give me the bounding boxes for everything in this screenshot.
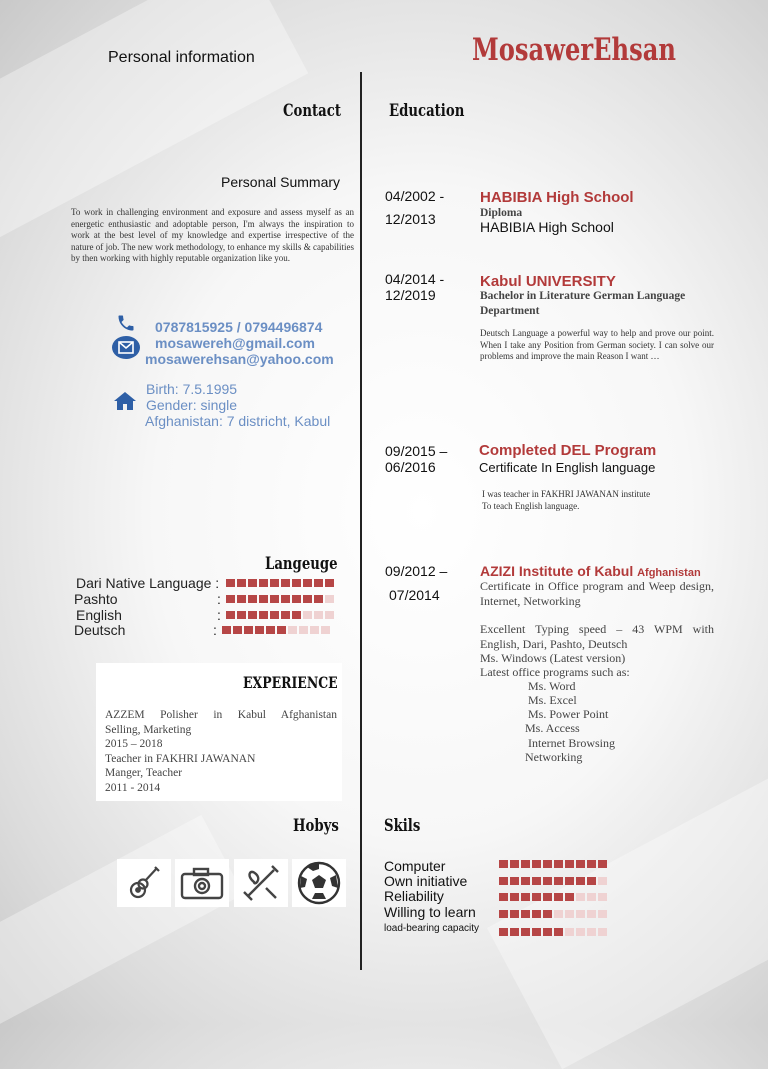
level-segment-filled [303, 595, 312, 603]
edu-title [480, 563, 701, 579]
camera-icon [175, 859, 229, 907]
level-segment-filled [314, 579, 323, 587]
level-segment-empty [565, 928, 574, 936]
background-shape [0, 815, 244, 1035]
level-segment-filled [248, 595, 257, 603]
personal-info-label: Personal information [108, 49, 255, 66]
level-segment-empty [598, 877, 607, 885]
level-segment-empty [325, 611, 334, 619]
edu-subtitle: HABIBIA High School [480, 219, 614, 235]
skill-name: Reliability [384, 888, 444, 904]
cooking-icon [234, 859, 288, 907]
level-segment-filled [248, 579, 257, 587]
address: Afghanistan: 7 districht, Kabul [145, 413, 331, 429]
level-segment-empty [576, 910, 585, 918]
level-segment-empty [314, 611, 323, 619]
experience-list [105, 708, 337, 795]
level-segment-filled [554, 893, 563, 901]
level-segment-filled [270, 579, 279, 587]
level-segment-filled [532, 910, 541, 918]
level-segment-filled [255, 626, 264, 634]
edu-subtitle: Certificate in Office program and Weep design, Internet, Networking [480, 579, 714, 608]
level-segment-filled [226, 595, 235, 603]
edu-date [385, 185, 444, 231]
level-segment-empty [310, 626, 319, 634]
level-segment-filled [543, 928, 552, 936]
edu-date [385, 559, 447, 607]
level-segment-filled [598, 860, 607, 868]
level-segment-filled [292, 611, 301, 619]
edu-date-start: 04/2014 - [385, 271, 445, 287]
level-segment-filled [226, 611, 235, 619]
skill-name: load-bearing capacity [384, 923, 480, 934]
edu-subtitle: Certificate In English language [479, 460, 656, 475]
program-item: Ms. Access [525, 721, 580, 735]
skill-name: Own initiative [384, 873, 468, 889]
level-segment-filled [499, 910, 508, 918]
level-segment-filled [281, 595, 290, 603]
program-item: Ms. Word [528, 679, 576, 693]
edu-date-start: 09/2012 – [385, 563, 448, 579]
level-segment-filled [543, 893, 552, 901]
edu-title-suffix: Afghanistan [637, 567, 701, 579]
level-segment-filled [587, 877, 596, 885]
guitar-icon [117, 859, 171, 907]
level-segment-filled [259, 579, 268, 587]
edu-title: Kabul UNIVERSITY [480, 273, 616, 290]
level-segment-filled [292, 595, 301, 603]
level-segment-filled [259, 595, 268, 603]
summary-title: Personal Summary [221, 174, 341, 190]
edu-subtitle: Diploma [480, 207, 523, 219]
level-segment-empty [598, 910, 607, 918]
center-divider [360, 72, 362, 970]
level-segment-filled [521, 910, 530, 918]
level-segment-filled [237, 595, 246, 603]
language-heading: Langeuge [265, 554, 338, 574]
level-segment-filled [510, 860, 519, 868]
summary-text: To work in challenging environment and exposure and assess myself as an energetic enthusiastic and adoptable person, I'm always the inspiration to work at the best level of my knowledge and expertise irrespective of the nature of job. The new work methodology, to enhance my skills & capabilities by then working with highly reputable organization like you. [71, 207, 354, 264]
level-segment-filled [499, 893, 508, 901]
level-segment-filled [233, 626, 242, 634]
level-segment-filled [510, 928, 519, 936]
level-segment-filled [521, 893, 530, 901]
skill-level-bar [499, 928, 607, 936]
football-icon [292, 859, 346, 907]
language-name: Dari Native Language : [76, 575, 220, 591]
edu-date [385, 271, 444, 303]
edu-office: Latest office programs such as: [480, 665, 630, 679]
experience-line: 2011 - 2014 [105, 781, 161, 794]
skill-level-bar [499, 877, 607, 885]
level-segment-filled [554, 877, 563, 885]
level-segment-empty [288, 626, 297, 634]
edu-date-end: 12/2013 [385, 211, 436, 227]
birth-date: Birth: 7.5.1995 [146, 381, 238, 397]
gender: Gender: single [146, 397, 238, 413]
experience-line: AZZEM Polisher in Kabul Afghanistan [105, 709, 337, 721]
phone-number[interactable]: 0787815925 / 0794496874 [155, 319, 323, 335]
level-segment-filled [554, 860, 563, 868]
level-segment-empty [598, 928, 607, 936]
edu-title: HABIBIA High School [480, 189, 634, 206]
language-sep: : [217, 591, 221, 607]
level-segment-filled [532, 860, 541, 868]
edu-date-end: 07/2014 [389, 587, 440, 603]
edu-date [385, 443, 447, 475]
level-segment-filled [532, 877, 541, 885]
edu-windows: Ms. Windows (Latest version) [480, 651, 626, 665]
level-segment-filled [281, 579, 290, 587]
experience-line: 2015 – 2018 [105, 738, 163, 750]
skill-level-bar [499, 910, 607, 918]
level-segment-empty [587, 893, 596, 901]
level-segment-filled [543, 877, 552, 885]
program-item: Internet Browsing [528, 736, 615, 750]
edu-subtitle: Bachelor in Literature German Language Department [480, 290, 686, 317]
home-icon [113, 390, 137, 416]
edu-date-start: 09/2015 – [385, 443, 448, 459]
program-item: Networking [525, 750, 583, 764]
edu-date-end: 12/2019 [385, 287, 436, 303]
edu-description: Deutsch Language a powerful way to help and prove our point. When I take any Position from German society. I can solve our problems and improve the main Reason I want … [480, 328, 714, 362]
level-segment-filled [248, 611, 257, 619]
level-segment-filled [499, 860, 508, 868]
level-segment-filled [277, 626, 286, 634]
contact-heading: Contact [283, 101, 341, 121]
level-segment-filled [266, 626, 275, 634]
level-segment-empty [576, 893, 585, 901]
skill-name: Willing to learn [384, 904, 476, 920]
level-segment-filled [543, 910, 552, 918]
language-sep: : [217, 607, 221, 623]
level-segment-filled [226, 579, 235, 587]
level-segment-filled [292, 579, 301, 587]
language-name: English [76, 607, 122, 623]
edu-title-main: AZIZI Institute of Kabul [480, 563, 634, 579]
level-segment-empty [299, 626, 308, 634]
level-segment-empty [587, 928, 596, 936]
level-segment-filled [270, 595, 279, 603]
edu-typing: Excellent Typing speed – 43 WPM with English, Dari, Pashto, Deutsch [480, 622, 714, 651]
level-segment-filled [281, 611, 290, 619]
email-secondary[interactable]: mosawerehsan@yahoo.com [145, 351, 334, 367]
edu-description-line: I was teacher in FAKHRI JAWANAN institute [482, 489, 651, 499]
language-name: Pashto [74, 591, 118, 607]
level-segment-filled [532, 893, 541, 901]
resume-name: MosawerEhsan [472, 32, 676, 68]
level-segment-empty [576, 928, 585, 936]
level-segment-filled [237, 611, 246, 619]
level-segment-filled [510, 910, 519, 918]
edu-description [482, 489, 650, 512]
level-segment-filled [565, 860, 574, 868]
skill-level-bar [499, 860, 607, 868]
experience-line: Manger, Teacher [105, 767, 183, 779]
program-item: Ms. Power Point [528, 707, 609, 721]
level-segment-filled [237, 579, 246, 587]
edu-date-start: 04/2002 - [385, 188, 445, 204]
experience-line: Selling, Marketing [105, 723, 192, 736]
level-segment-empty [321, 626, 330, 634]
edu-description-line: To teach English language. [482, 500, 580, 511]
language-level-bar [226, 611, 334, 619]
level-segment-filled [576, 860, 585, 868]
level-segment-empty [587, 910, 596, 918]
level-segment-filled [259, 611, 268, 619]
level-segment-empty [598, 893, 607, 901]
level-segment-empty [565, 910, 574, 918]
language-sep: : [213, 622, 217, 638]
level-segment-filled [510, 893, 519, 901]
experience-line: Teacher in FAKHRI JAWANAN [105, 752, 256, 765]
level-segment-filled [244, 626, 253, 634]
level-segment-filled [521, 928, 530, 936]
skill-name: Computer [384, 858, 446, 874]
edu-title: Completed DEL Program [479, 442, 657, 459]
level-segment-filled [554, 928, 563, 936]
education-heading: Education [389, 101, 465, 121]
level-segment-filled [314, 595, 323, 603]
level-segment-empty [325, 595, 334, 603]
level-segment-empty [303, 611, 312, 619]
level-segment-filled [543, 860, 552, 868]
level-segment-filled [499, 877, 508, 885]
level-segment-filled [565, 893, 574, 901]
level-segment-empty [554, 910, 563, 918]
level-segment-filled [270, 611, 279, 619]
language-level-bar [222, 626, 330, 634]
skills-heading: Skils [384, 816, 421, 836]
mail-icon [112, 336, 140, 359]
level-segment-filled [222, 626, 231, 634]
experience-heading: EXPERIENCE [243, 673, 338, 692]
language-level-bar [226, 595, 334, 603]
hobbies-heading: Hobys [293, 816, 339, 836]
language-name: Deutsch [74, 622, 126, 638]
skill-level-bar [499, 893, 607, 901]
level-segment-filled [499, 928, 508, 936]
email-primary[interactable]: mosawereh@gmail.com [155, 335, 315, 351]
level-segment-filled [587, 860, 596, 868]
level-segment-filled [521, 860, 530, 868]
language-level-bar [226, 579, 334, 587]
level-segment-filled [303, 579, 312, 587]
level-segment-filled [325, 579, 334, 587]
level-segment-filled [510, 877, 519, 885]
level-segment-filled [576, 877, 585, 885]
phone-icon [116, 313, 136, 337]
level-segment-filled [521, 877, 530, 885]
level-segment-filled [565, 877, 574, 885]
program-item: Ms. Excel [528, 693, 577, 707]
edu-date-end: 06/2016 [385, 459, 436, 475]
level-segment-filled [532, 928, 541, 936]
